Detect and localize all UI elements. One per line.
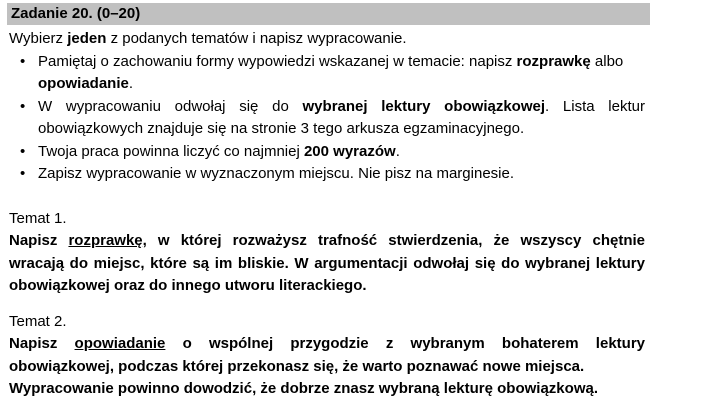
task-header-title: Zadanie 20. (0–20) bbox=[11, 5, 141, 22]
text-segment: W wypracowaniu odwołaj się do bbox=[38, 97, 303, 115]
text-segment: Zapisz wypracowanie w wyznaczonym miejscu. Nie pisz na marginesie. bbox=[38, 165, 515, 182]
text-segment: wybranej lektury obowiązkowej bbox=[302, 97, 546, 115]
text-line bbox=[38, 51, 645, 74]
text-segment: opowiadanie bbox=[74, 335, 166, 352]
instruction-text bbox=[38, 96, 645, 141]
topic-1 bbox=[9, 208, 645, 298]
text-segment: jeden bbox=[67, 30, 107, 47]
text-segment: z podanych tematów i napisz wypracowanie. bbox=[106, 30, 407, 47]
topic-1-label: Temat 1. bbox=[9, 209, 67, 227]
text-line bbox=[9, 275, 645, 298]
text-line bbox=[38, 141, 645, 164]
text-segment: Wypracowanie powinno dowodzić, że dobrze znasz wybraną lekturę obowiązkową. bbox=[9, 380, 598, 397]
bullet-icon: • bbox=[20, 97, 26, 115]
text-line bbox=[9, 230, 645, 253]
text-segment: Pamiętaj o zachowaniu formy wypowiedzi wskazanej w temacie: napisz bbox=[38, 52, 517, 70]
text-segment: rozprawkę bbox=[516, 52, 591, 70]
topic-2-label: Temat 2. bbox=[9, 312, 67, 330]
text-line bbox=[9, 333, 645, 356]
text-segment: o wspólnej przygodzie z wybranym bohaterem lektury bbox=[165, 335, 645, 352]
text-line bbox=[38, 163, 645, 186]
topic-1-body bbox=[9, 230, 645, 298]
text-segment: , w której rozważysz trafność stwierdzenia, że wszyscy chętnie bbox=[142, 232, 645, 249]
text-segment: . bbox=[128, 75, 134, 92]
text-segment: . Lista lektur bbox=[545, 97, 645, 115]
text-segment: 200 wyrazów bbox=[303, 142, 396, 160]
text-segment: rozprawkę bbox=[68, 232, 143, 249]
text-segment: obowiązkowej oraz do innego utworu literackiego. bbox=[9, 277, 367, 294]
text-line bbox=[9, 356, 645, 379]
bullet-icon: • bbox=[20, 165, 26, 182]
text-segment: opowiadanie bbox=[38, 75, 129, 92]
topic-2-body bbox=[9, 333, 645, 401]
instruction-text bbox=[38, 163, 645, 186]
text-line bbox=[9, 28, 645, 51]
instruction-item-3 bbox=[9, 141, 645, 164]
text-segment: . bbox=[395, 142, 400, 160]
text-line bbox=[38, 118, 645, 141]
task-header-bar bbox=[7, 3, 650, 25]
bullet-icon: • bbox=[20, 52, 26, 70]
instructions-list bbox=[9, 51, 645, 186]
instruction-item-1 bbox=[9, 51, 645, 96]
instruction-item-2 bbox=[9, 96, 645, 141]
text-segment: obowiązkowych znajduje się na stronie 3 tego arkusza egzaminacyjnego. bbox=[38, 120, 525, 137]
text-line bbox=[38, 96, 645, 119]
instruction-text bbox=[38, 141, 645, 164]
text-segment: obowiązkowej, podczas której przekonasz się, że warto poznawać nowe miejsca. bbox=[9, 357, 585, 375]
text-segment: Napisz bbox=[9, 232, 69, 249]
text-segment: Twoja praca powinna liczyć co najmniej bbox=[38, 142, 304, 160]
instruction-item-4 bbox=[9, 163, 645, 186]
text-line bbox=[9, 253, 645, 276]
task-intro bbox=[9, 28, 645, 51]
text-segment: Wybierz bbox=[9, 30, 68, 47]
text-segment: Napisz bbox=[9, 335, 75, 352]
instruction-text bbox=[38, 51, 645, 96]
text-line bbox=[38, 73, 645, 96]
topic-2 bbox=[9, 311, 645, 401]
bullet-icon: • bbox=[20, 142, 26, 160]
text-segment: wracają do miejsc, które są im bliskie. W argumentacji odwołaj się do wybranej lektury bbox=[9, 254, 645, 272]
text-segment: albo bbox=[590, 52, 624, 70]
text-line bbox=[9, 378, 645, 401]
